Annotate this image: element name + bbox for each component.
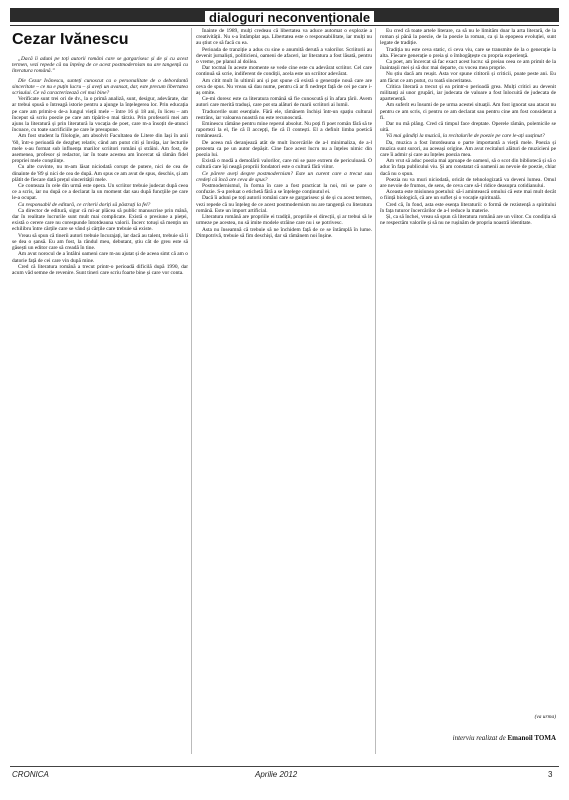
paragraph: Ca poet, am încercat să fac exact acest lucru: să preiau ceea ce am primit de la înaintașii mei și să duc mai departe, cu vocea mea proprie.	[380, 59, 556, 72]
paragraph: Ce-mi doresc este ca literatura română să fie cunoscută și în afara țării. Avem autori care merită traduși, care pot sta alături de marii scriitori ai lumii.	[196, 96, 372, 109]
paragraph: Postmodernismul, în forma în care a fost practicat la noi, mi se pare o confuzie. S-a preluat o etichetă fără a se înțelege conținutul ei.	[196, 183, 372, 196]
column-divider	[191, 28, 192, 754]
paragraph: Eu cred că toate artele literare, ca să nu le limităm doar la arta literară, de la roman și până la poezie, de la poezie la roman, ca și la epopeea evoluției, sunt legate de tradiție.	[380, 28, 556, 47]
article-signoff	[380, 714, 556, 742]
paragraph: Traducerile sunt esențiale. Fără ele, rămânem închiși într-un spațiu cultural restrâns, iar valoarea noastră nu este recunoscută.	[196, 108, 372, 121]
paragraph: Asta nu înseamnă că trebuie să ne închidem față de ce se întâmplă în lume. Dimpotrivă, trebuie să fim deschiși, dar să rămânem noi înșine.	[196, 226, 372, 239]
column-divider	[375, 28, 376, 754]
article-column-2	[196, 28, 372, 752]
paragraph: Dar tocmai în aceste momente se vede cine este cu adevărat scriitor. Cel care continuă să scrie, indiferent de condiții, acela este un scriitor adevărat.	[196, 65, 372, 78]
interviewer-name: Emanoil TOMA	[507, 734, 556, 742]
paragraph: Dle Cezar Ivănescu, sunteți cunoscut ca o personalitate de o debordantă sinceritate – ce nu e puțin lucru – și aveți un avansat, dar, este precum libertatea scrisului. Ce vă caracterizează cel mai bine?	[12, 77, 188, 97]
paragraph: Cred că literatura română a trecut printr-o perioadă dificilă după 1990, dar acum văd semne de revenire. Sunt tineri care scriu foarte bine și care vor conta.	[12, 263, 188, 276]
paragraph: Ca responsabil de editură, ce criterii doriți să păstrați la fel?	[18, 201, 151, 208]
paragraph: Eminescu rămâne pentru mine reperul absolut. Nu poți fi poet român fără să te raportezi la el, fie că îl accepți, fie că îl contești. El a definit limba poetică românească.	[196, 121, 372, 140]
paragraph: Înainte de 1989, mulți credeau că libertatea va aduce automat o explozie a creativității. Nu s-a întâmplat așa. Libertatea este o responsabilitate, iar mulți nu au știut ce să facă cu ea.	[196, 28, 372, 47]
paragraph: Verificate sunt trei ori de dv., la o primă analiză, sunt, desigur, adevărate, dar ar trebui spusă o întreagă istorie pentru a ajunge la înțelegerea lor. Prin educația pe care am primit-o de-a lungul vieții mele – între 16 și 18 ani, în liceu – am început să scriu poezie pe care am tipărit-o mai târziu. Prin profesorii mei am ajuns la literatură și prin literatură la vocația de poet, care m-a însoțit de-atunci încoace, cu toate sacrificiile pe care le presupune.	[12, 96, 188, 134]
paragraph: Cred că, în fond, asta este esența literaturii: o formă de rezistență a spiritului în fața tuturor încercărilor de a-l reduce la materie.	[380, 201, 556, 214]
paragraph: Aceasta este misiunea poetului: să-i amintească omului că este mai mult decât o ființă biologică, că are un suflet și o vocație spirituală.	[380, 189, 556, 202]
paragraph: Am vrut să aduc poezia mai aproape de oameni, să o scot din bibliotecă și să o aduc în fața publicului viu. Și am constatat că oamenii au nevoie de poezie, chiar dacă nu o spun.	[380, 158, 556, 177]
issue-date: Aprilie 2012	[255, 770, 298, 779]
continued-note: (va urma)	[534, 714, 556, 720]
paragraph: Critica literară a trecut și ea printr-o perioadă grea. Mulți critici au devenit militanți ai unor grupări, iar judecata de valoare a fost înlocuită de judecata de apartenență.	[380, 83, 556, 103]
section-title: dialoguri neconvenționale	[205, 11, 374, 25]
paragraph: Ca director de editură, sigur că mi-ar plăcea să public manuscrise prin mână, dar în realitate lucrurile sunt mult mai complicate. Există o presiune a pieței, există o cerere care nu corespunde întotdeauna valorii. Încerc totuși să mențin un echilibru între cărțile care se vând și cărțile care trebuie să existe.	[12, 207, 188, 233]
paragraph: Dar nu mă plâng. Cred că timpul face dreptate. Operele rămân, polemicile se uită.	[380, 121, 556, 134]
paragraph: Poezia nu va muri niciodată, oricât de tehnologizată va deveni lumea. Omul are nevoie de frumos, de sens, de ceva care să-l ridice deasupra cotidianului.	[380, 176, 556, 190]
paragraph: Perioada de tranziție a adus cu sine o anumită derută a valorilor. Scriitorii au devenit jurnaliști, politicieni, oameni de afaceri, iar literatura a fost lăsată, pentru o vreme, pe planul al doilea.	[196, 46, 372, 66]
paragraph: Da, muzica a fost întotdeauna o parte importantă a vieții mele. Poezia și muzica sunt surori, au aceeași origine. Am avut recitaluri alături de muzicieni pe care îi admir și care au înțeles poezia mea.	[380, 139, 556, 159]
paragraph: Vreau să spun că tinerii autori trebuie încurajați, iar dacă au talent, trebuie să li se dea o șansă. Eu am fost, la rândul meu, debutant, știu cât de greu este să găsești un editor care să creadă în tine.	[12, 232, 188, 252]
paragraph: Ce conteaza în cele din urmă este opera. Un scriitor trebuie judecat după ceea ce a scris, iar nu după ce a declarat la un moment dat sau după funcțiile pe care le-a ocupat.	[12, 183, 188, 202]
paragraph: Am citit mult în ultimii ani și pot spune că există o generație nouă care are ceva de spus. Nu vreau să dau nume, pentru că ar fi nedrept față de cei pe care i-aș omite.	[196, 77, 372, 97]
article-author: Cezar Ivănescu	[12, 31, 129, 48]
paragraph: Am suferit eu însumi de pe urma acestei situații. Am fost ignorat sau atacat nu pentru ce am scris, ci pentru ce am declarat sau pentru cine am fost considerat a fi.	[380, 102, 556, 121]
paragraph: Am avut norocul de a întâlni oameni care m-au ajutat și de aceea simt că am o datorie față de cei care vin după mine.	[12, 251, 188, 264]
paragraph: Tradiția nu este ceva static, ci ceva viu, care se transmite de la o generație la alta. Fiecare generație o preia și o îmbogățește cu propria experiență.	[380, 46, 556, 59]
paragraph: Ce părere aveți despre postmodernism? Este un curent care a trecut sau credeți că încă are ceva de spus?	[196, 170, 372, 183]
article-column-1	[12, 56, 188, 752]
paragraph: Există o modă a demolării valorilor, care mi se pare extrem de periculoasă. O cultură care își neagă propriii fondatori este o cultură fără viitor.	[196, 158, 372, 171]
paragraph: De aceea mă deranjează atât de mult încercările de a-l minimaliza, de a-l prezenta ca pe un autor depășit. Cine face acest lucru nu a înțeles nimic din poezia lui.	[196, 139, 372, 159]
paragraph: Cu alte cuvinte, nu m-am lăsat niciodată corupt de putere, nici de cea de dinainte de '89 și nici de cea de după. Am spus ce am avut de spus, deschis, și am plătit de fiecare dată prețul sincerității mele.	[12, 164, 188, 183]
paragraph: Vă mai gândiți la muzică, la recitalurile de poezie pe care le-ați susținut?	[386, 133, 545, 140]
paragraph: Am fost student la filologie, am absolvit Facultatea de Litere din Iași în anii '60, într-o perioadă de dezgheț relativ, când am putut citi și învăța, iar lecturile mele s-au format sub influența marilor scriitori români și străini. Am fost, de asemenea, profesor și redactor, iar în toate acestea am încercat să rămân fidel propriei mele conștiințe.	[12, 133, 188, 165]
interview-credit-label: interviu realizat de	[452, 734, 506, 742]
lead-quote: „Dacă îi aduni pe toți autorii români care se gargarisesc și de și cu acest termen, vezi repede că nu înțeleg de ce acest postmodernism nu are tangență cu literatura română.”	[12, 56, 188, 75]
paragraph: Nu știu dacă am reușit. Asta vor spune cititorii și criticii, poate peste ani. Eu am făcut ce am putut, cu toată sinceritatea.	[380, 71, 556, 84]
paragraph: Dacă îi aduni pe toți autorii români care se gargarisesc și de și cu acest termen, vezi repede că nu înțeleg de ce acest postmodernism nu are tangență cu literatura română. Este un import artificial.	[196, 195, 372, 214]
footer-rule	[10, 766, 559, 767]
article-column-3	[380, 28, 556, 710]
paragraph: Și, ca să închei, vreau să spun că literatura română are un viitor. Cu condiția să ne respectăm valorile și să nu ne rușinăm de propria noastră identitate.	[380, 214, 556, 227]
publication-name: CRONICA	[12, 770, 49, 779]
paragraph: Literatura română are propriile ei tradiții, propriile ei direcții, și ar trebui să le urmeze pe acestea, nu să imite modele străine care nu i se potrivesc.	[196, 214, 372, 227]
page-number: 3	[548, 770, 553, 779]
interview-credit	[380, 734, 556, 742]
header-rule	[10, 25, 559, 26]
